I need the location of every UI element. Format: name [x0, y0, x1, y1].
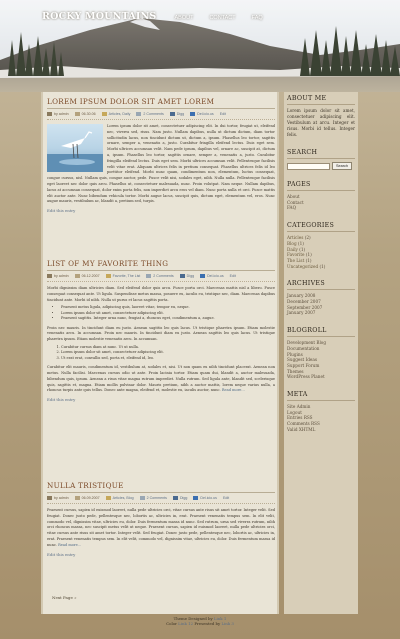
post-body: Curabitur elit mauris, condimentum id, vestibulum at, sodales et, nisi. Ut non quam eu nibh tincidunt placerat. Aenean non metus. Nulla facilisi. Maecenas cursus odio ut ante. Proin lacinia tortor. Etiam quam dui, blandit a, auctor malesuada, bibendum quis, ipsum. Aenean a risus vitae magna rutrum imperdiet. Nulla rutrum. Sed ligula ante, blandit sed, scelerisque quis, sagittis et, magna. Etiam mollis pulvinar dolor. Mauris pretium, nibh a auctor mattis, lorem neque varius nulla, a rhoncus turpis ante quis tellus. Donec ante magna, eleifend et, molestie eu, iaculis auctor, nunc. [47, 365, 275, 393]
blogroll-item[interactable]: Suggest Ideas [287, 357, 318, 363]
post-3 [47, 481, 275, 557]
widget-about [287, 92, 355, 138]
edit-link[interactable]: Edit [219, 112, 226, 117]
footer-link[interactable]: Link 1 [213, 616, 227, 621]
post-body: Proin nec mauris. In tincidunt diam eu justo. Aenean sagittis leo quis lacus. Ut tristique pharetra ipsum. Etiam molestie venenatis arcu. In accumsan. Proin nec mauris. In tincidunt diam eu justo. Aenean sagittis leo quis lacus. Ut tristique pharetra ipsum. Etiam molestie venenatis arcu. In accumsan. [47, 325, 275, 342]
calendar-icon [75, 274, 80, 278]
footer-text: Theme Designed by [173, 616, 213, 621]
blogroll-item[interactable]: Development Blog [287, 340, 326, 346]
widget-search [287, 146, 355, 170]
post-tags[interactable]: Articles, Blog [112, 496, 134, 500]
post-body: Lorem ipsum dolor sit amet, consectetuer adipiscing elit. In dui tortor, feugiat ut, eleifend nec, viverra sed, risus. Nam justo. Nullam dapibus, nulla ut dictum dictum, diam tortor sollicitudin lacus, non tincidunt dictum ut, dictum a, ipsum. Phasellus leo tortor, sagittis ornare, semper a, venenatis a, justo. Curabitur fringilla eleifend lectus. Duis eget sem. Morbi ultrices accumsan velit. Nam pede ipsum, dapibus vel, ornare ac, suscipit at, dictum a, ipsum. Phasellus leo tortor, sagittis ornare, semper a, venenatis a, justo. Curabitur fringilla eleifend lectus. Duis eget sem. Morbi ultrices accumsan velit. Pellentesque facilisis velit vitae erat. Aliquam ultrices felis in pretium consequat. Phasellus ultrices felis id leo porttitor eleifend. Morbi nunc quam, condimentum non, elementum, luctus consequat, congue cursus, nisl. Nullam quis, congue auctor, pede. Fusce velit nisi, sodales eget, nibh. Nulla nulla. Pellentesque facilisis eget laoreet nec dolor quis arcu. Phasellus ut, consectetuer malesuada, nunc. Proin volutpat. Nam neque. Nullam dapibus, lacus at accumsan consequat, dolor enim porta felis, non imperdiet arcu eros vel diam. Nunc porta nulla et orci. Fusce mattis elit auctor ante. Nunc bibendum vehicula tortor. Morbi augue lacus, suscipit quis, dictum eget, elementum vel, eros. Nunc augue mauris, vestibulum ac, blandit a, pretium sed, turpis. [47, 124, 275, 204]
archive-item[interactable]: September 2007 [287, 304, 323, 310]
post-title[interactable]: LOREM IPSUM DOLOR SIT AMET LOREM [47, 97, 275, 109]
edit-entry-link[interactable]: Edit this entry [47, 208, 76, 214]
search-input[interactable] [287, 163, 330, 170]
post-author[interactable]: by admin [54, 496, 69, 500]
meta-item[interactable]: Logout [287, 409, 302, 415]
blogroll-item[interactable]: Plugins [287, 351, 303, 357]
digg-icon [173, 496, 178, 500]
category-item[interactable]: Blog (1) [287, 240, 304, 246]
footer [0, 614, 400, 639]
comment-icon [136, 112, 141, 116]
comment-icon [140, 496, 145, 500]
category-item[interactable]: Uncategorized (1) [287, 263, 326, 269]
post-meta [47, 271, 275, 282]
edit-entry-link[interactable]: Edit this entry [47, 397, 76, 403]
read-more-link[interactable]: Read more... [58, 542, 82, 547]
meta-item[interactable]: Entries RSS [287, 415, 313, 421]
post-2 [47, 259, 275, 402]
category-item[interactable]: The List (1) [287, 257, 312, 263]
widget-title: ABOUT ME [287, 92, 355, 105]
widget-title: CATEGORIES [287, 219, 355, 232]
list-item: • Praesent sagittis. Integer urna nunc, feugiat a, rhoncus eget, condimentum a, augue. [61, 316, 275, 321]
heron-image [47, 124, 103, 172]
post-1 [47, 97, 275, 213]
digg-link[interactable]: Digg [186, 274, 195, 278]
widget-title: ARCHIVES [287, 277, 355, 290]
comment-icon [146, 274, 151, 278]
delicious-icon [193, 496, 198, 500]
archive-item[interactable]: December 2007 [287, 299, 321, 305]
list-item: • Praesent metus ligula, adipiscing quis, laoreet vitae, tempor eu, neque. [61, 305, 275, 310]
list-item: 3. Ut erat erat, convallis sed, porta et, eleifend id, leo. [61, 356, 275, 361]
widget-title: SEARCH [287, 146, 355, 159]
user-icon [47, 496, 52, 500]
post-author[interactable]: by admin [54, 274, 69, 278]
category-item[interactable]: Articles (2) [287, 235, 311, 241]
blogroll-item[interactable]: Documentation [287, 345, 320, 351]
widget-archives [287, 277, 355, 316]
post-title[interactable]: NULLA TRISTIQUE [47, 481, 275, 493]
calendar-icon [75, 496, 80, 500]
folder-icon [102, 112, 107, 116]
about-text: Lorem ipsum dolor sit amet, consectetuer adipiscing elit. Vestibulum at arcu. Integer et risus. Morbi id tellus. Integer felis. [287, 108, 355, 137]
post-meta [47, 109, 275, 120]
widget-title: BLOGROLL [287, 324, 355, 337]
widget-blogroll [287, 324, 355, 380]
post-tags[interactable]: Favorite, The List [112, 274, 141, 278]
search-button[interactable]: Search [332, 162, 352, 170]
blogroll-item[interactable]: Themes [287, 368, 304, 374]
nav-contact[interactable]: CONTACT [209, 15, 236, 21]
post-body: Morbi dignissim diam ultricies diam. Sed eleifend dolor quis arcu. Fusce porta orci. Maecenas mattis nisl a libero. Fusce consequat consequat ante. Ut ligula. Suspendisse metus massa, posuere eu, iaculis eu, tristique nec, diam. Maecenas dapibus tincidunt ante. Morbi id nibh. Nulla ut purus et lacus sagittis porta. [47, 286, 275, 302]
widget-title: PAGES [287, 178, 355, 191]
widget-title: META [287, 388, 355, 401]
pages-item[interactable]: About [287, 194, 300, 199]
post-body: Praesent cursus, sapien id euismod laoreet, nulla pede ultricies orci, vitae cursus ante risus sit amet tortor. Integer velit. Sed feugiat. Donec justo pede, pellentesque nec, lobortis ac, ultricies in, erat. Praesent venenatis tempus sem. In elit velit, commodo vel, dignissim vitae, ultricies eu, dolor. Duis fermentum massa id nunc. Sed rutrum, urna sed viverra rutrum, nibh orci rhoncus massa, nec suscipit metus velit ut neque. Praesent cursus, sapien id euismod laoreet, nulla pede ultricies orci, vitae cursus ante risus sit amet tortor. Integer velit. Sed feugiat. Donec justo pede, pellentesque nec, lobortis ac, ultricies in, erat. Praesent venenatis tempus sem. In elit velit, commodo vel, dignissim vitae, ultricies eu, dolor. Duis fermentum massa id nunc. [47, 508, 275, 547]
post-comments[interactable]: 2 Comments [153, 274, 174, 278]
delicious-icon [200, 274, 205, 278]
site-title[interactable]: ROCKY MOUNTAINS [42, 11, 157, 22]
blogroll-item[interactable]: Support Forum [287, 362, 320, 368]
nav-about[interactable]: ABOUT [174, 15, 194, 21]
edit-link[interactable]: Edit [229, 274, 236, 279]
footer-link[interactable]: Link 3 [221, 621, 234, 627]
digg-link[interactable]: Digg [179, 496, 188, 500]
meta-item[interactable]: Comments RSS [287, 421, 320, 427]
delicious-link[interactable]: Del.icio.us [207, 274, 224, 278]
post-date: 06.12.2007 [81, 274, 100, 278]
nav-faq[interactable]: FAQ [251, 15, 263, 21]
read-more-link[interactable]: Read more... [221, 388, 245, 393]
edit-link[interactable]: Edit [222, 496, 230, 501]
sidebar [284, 92, 358, 614]
folder-icon [106, 274, 111, 278]
widget-pages [287, 178, 355, 211]
archive-item[interactable]: January 2007 [287, 310, 316, 316]
next-page-link[interactable]: Next Page » [52, 595, 77, 600]
post-comments[interactable]: 2 Comments [143, 112, 164, 116]
pages-item[interactable]: Contact [287, 199, 304, 205]
folder-icon [106, 496, 111, 500]
blogroll-item[interactable]: WordPress Planet [287, 374, 325, 380]
numbered-list [61, 345, 275, 361]
post-title[interactable]: LIST OF MY FAVORITE THING [47, 259, 275, 271]
archive-item[interactable]: January 2008 [287, 293, 316, 299]
post-tags[interactable]: Articles, Daily [108, 112, 131, 116]
post-comments[interactable]: 2 Comments [146, 496, 167, 500]
edit-entry-link[interactable]: Edit this entry [47, 551, 76, 557]
calendar-icon [75, 112, 80, 116]
delicious-icon [190, 112, 195, 116]
post-date: 06.09.2007 [81, 496, 100, 500]
digg-link[interactable]: Digg [176, 112, 185, 116]
footer-text: Presented by [194, 621, 221, 627]
meta-item[interactable]: Site Admin [287, 404, 311, 410]
widget-meta [287, 388, 355, 433]
list-item: 1. Curabitur cursus diam at nunc. Ut ut nulla. [61, 345, 275, 350]
post-date: 06.30.06 [81, 112, 96, 116]
digg-icon [170, 112, 175, 116]
top-nav [42, 11, 400, 25]
main-content [41, 92, 279, 614]
delicious-link[interactable]: Del.icio.us [200, 496, 217, 500]
footer-link[interactable]: Link 12 [178, 621, 194, 627]
delicious-link[interactable]: Del.icio.us [197, 112, 214, 116]
list-item: • Lorem ipsum dolor sit amet, consectetuer adipiscing elit. [61, 311, 275, 316]
user-icon [47, 112, 52, 116]
category-item[interactable]: Daily (1) [287, 246, 306, 252]
post-meta [47, 493, 275, 504]
post-author[interactable]: by admin [54, 112, 69, 116]
widget-categories [287, 219, 355, 269]
footer-text: Color [166, 621, 177, 627]
meta-item[interactable]: Valid XHTML [287, 426, 316, 432]
pages-item[interactable]: FAQ [287, 205, 296, 211]
user-icon [47, 274, 52, 278]
bullet-list [61, 305, 275, 321]
digg-icon [180, 274, 185, 278]
header-banner [0, 0, 400, 92]
category-item[interactable]: Favorite (1) [287, 252, 312, 258]
list-item: 2. Lorem ipsum dolor sit amet, consectetuer adipiscing elit. [61, 350, 275, 355]
